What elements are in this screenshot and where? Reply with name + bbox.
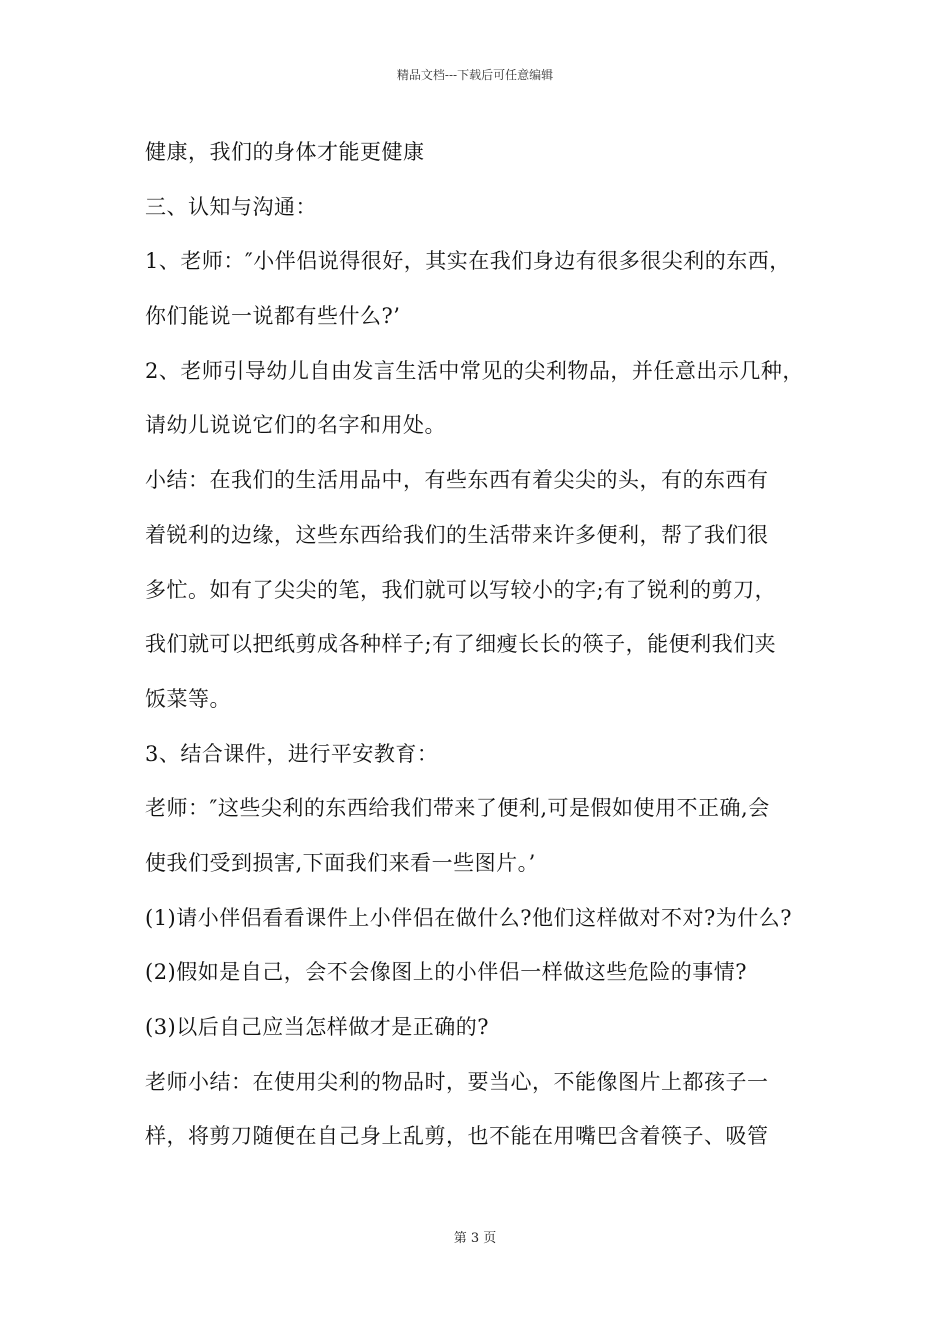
paragraph-line: 我们就可以把纸剪成各种样子;有了细瘦长长的筷子，能便利我们夹 [145, 632, 777, 657]
paragraph-line: 2、老师引导幼儿自由发言生活中常见的尖利物品，并任意出示几种， [145, 358, 804, 383]
paragraph-line: 着锐利的边缘，这些东西给我们的生活带来许多便利，帮了我们很 [145, 522, 769, 547]
paragraph-line: 饭菜等。 [145, 686, 231, 711]
paragraph-line: 请幼儿说说它们的名字和用处。 [145, 413, 446, 438]
paragraph-line: 3、结合课件，进行平安教育： [145, 741, 439, 766]
paragraph-line: 使我们受到损害,下面我们来看一些图片。’ [145, 850, 536, 875]
paragraph-line: 1、老师：″小伴侣说得很好，其实在我们身边有很多很尖利的东西， [145, 249, 791, 274]
paragraph-line: 多忙。如有了尖尖的笔，我们就可以写较小的字;有了锐利的剪刀， [145, 577, 777, 602]
paragraph-line: 小结：在我们的生活用品中，有些东西有着尖尖的头，有的东西有 [145, 468, 769, 493]
page-header: 精品文档---下载后可任意编辑 [396, 68, 554, 82]
paragraph-line: (2)假如是自己，会不会像图上的小伴侣一样做这些危险的事情? [145, 960, 748, 985]
paragraph-line: 样，将剪刀随便在自己身上乱剪，也不能在用嘴巴含着筷子、吸管 [145, 1124, 769, 1149]
paragraph-line: 你们能说一说都有些什么?’ [145, 304, 401, 329]
paragraph-line: (1)请小伴侣看看课件上小伴侣在做什么?他们这样做对不对?为什么? [145, 905, 793, 930]
paragraph-line: 老师：″这些尖利的东西给我们带来了便利,可是假如使用不正确,会 [145, 796, 770, 821]
document-body [145, 132, 825, 1171]
paragraph-line: 老师小结：在使用尖利的物品时，要当心，不能像图片上都孩子一 [145, 1069, 769, 1094]
paragraph-line: 健康，我们的身体才能更健康 [145, 140, 425, 164]
section-heading: 三、认知与沟通： [145, 194, 317, 219]
paragraph-line: (3)以后自己应当怎样做才是正确的? [145, 1015, 490, 1039]
page-number: 第 3 页 [453, 1231, 497, 1246]
